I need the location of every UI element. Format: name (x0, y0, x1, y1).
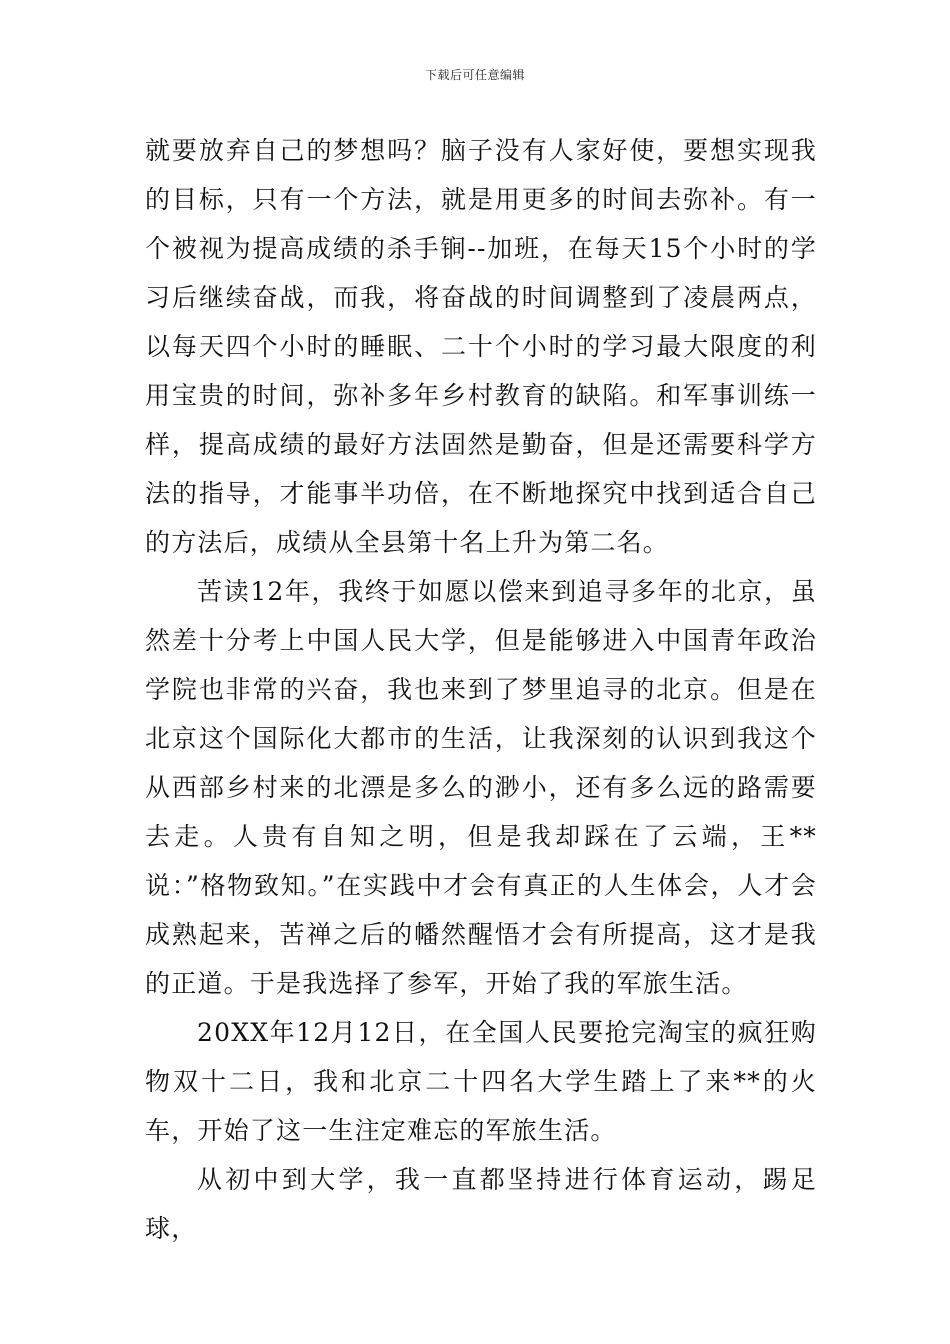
body-text (145, 126, 817, 1253)
paragraph-3: 20XX年12月12日，在全国人民要抢完淘宝的疯狂购物双十二日，我和北京二十四名大学生踏上了来**的火车，开始了这一生注定难忘的军旅生活。 (145, 1018, 817, 1145)
paragraph-4: 从初中到大学，我一直都坚持进行体育运动，踢足球， (145, 1165, 817, 1243)
paragraph-2: 苦读12年，我终于如愿以偿来到追寻多年的北京，虽然差十分考上中国人民大学，但是能够进入中国青年政治学院也非常的兴奋，我也来到了梦里追寻的北京。但是在北京这个国际化大都市的生活，让我深刻的认识到我这个从西部乡村来的北漂是多么的渺小，还有多么远的路需要去走。人贵有自知之明，但是我却踩在了云端，王**说：”格物致知。”在实践中才会有真正的人生体会，人才会成熟起来，苦禅之后的幡然醒悟才会有所提高，这才是我的正道。于是我选择了参军，开始了我的军旅生活。 (145, 577, 817, 998)
paragraph-1: 就要放弃自己的梦想吗？脑子没有人家好使，要想实现我的目标，只有一个方法，就是用更多的时间去弥补。有一个被视为提高成绩的杀手锏--加班，在每天15个小时的学习后继续奋战，而我，将奋战的时间调整到了凌晨两点，以每天四个小时的睡眠、二十个小时的学习最大限度的利用宝贵的时间，弥补多年乡村教育的缺陷。和军事训练一样，提高成绩的最好方法固然是勤奋，但是还需要科学方法的指导，才能事半功倍，在不断地探究中找到适合自己的方法后，成绩从全县第十名上升为第二名。 (145, 136, 817, 557)
page-header: 下载后可任意编辑 (424, 68, 525, 82)
